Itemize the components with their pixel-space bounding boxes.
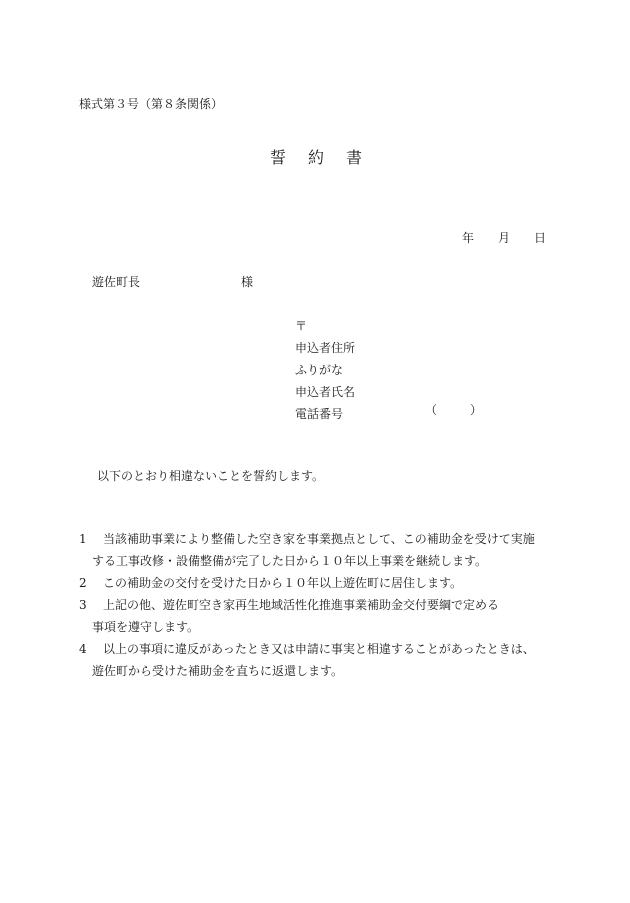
- date-day-label: 日: [534, 231, 547, 245]
- pledge-item: [79, 575, 559, 597]
- item-number: 3: [79, 598, 87, 612]
- phone-paren-open: （: [425, 403, 438, 417]
- postal-mark: 〒: [295, 319, 308, 333]
- item-text: この補助金の交付を受けた日から１０年以上遊佐町に居住します。: [103, 576, 463, 590]
- form-number: 様式第３号（第８条関係）: [79, 97, 224, 111]
- title-char: 書: [346, 148, 363, 167]
- item-number: 1: [79, 532, 87, 546]
- applicant-name-label: 申込者氏名: [295, 385, 356, 399]
- pledge-items: [79, 531, 559, 685]
- document-title: [270, 150, 362, 166]
- item-text: 上記の他、遊佐町空き家再生地域活性化推進事業補助金交付要綱で定める: [103, 598, 500, 612]
- pledge-statement: 以下のとおり相違ないことを誓約します。: [97, 469, 325, 483]
- address-label: 申込者住所: [295, 341, 356, 355]
- title-char: 約: [308, 148, 325, 167]
- applicant-block: [295, 318, 355, 428]
- title-char: 誓: [270, 148, 287, 167]
- date-month-label: 月: [498, 231, 511, 245]
- addressee: 遊佐町長: [92, 275, 141, 289]
- phone-paren-close: ）: [470, 403, 483, 417]
- phone-label: 電話番号: [295, 407, 344, 421]
- date-line: [462, 230, 546, 246]
- item-number: 2: [79, 576, 87, 590]
- pledge-item: [79, 597, 559, 641]
- item-number: 4: [79, 642, 87, 656]
- item-text-cont: する工事改修・設備整備が完了した日から１０年以上事業を継続します。: [92, 554, 488, 568]
- item-text: 当該補助事業により整備した空き家を事業拠点として、この補助金を受けて実施: [103, 532, 535, 546]
- item-text: 以上の事項に違反があったとき又は申請に事実と相違することがあったときは、: [103, 642, 535, 656]
- pledge-item: [79, 531, 559, 575]
- item-text-cont: 事項を遵守します。: [92, 620, 200, 634]
- date-year-label: 年: [462, 231, 475, 245]
- pledge-item: [79, 641, 559, 685]
- item-text-cont: 遊佐町から受けた補助金を直ちに返還します。: [92, 664, 344, 678]
- honorific: 様: [241, 275, 254, 289]
- furigana-label: ふりがな: [295, 363, 344, 377]
